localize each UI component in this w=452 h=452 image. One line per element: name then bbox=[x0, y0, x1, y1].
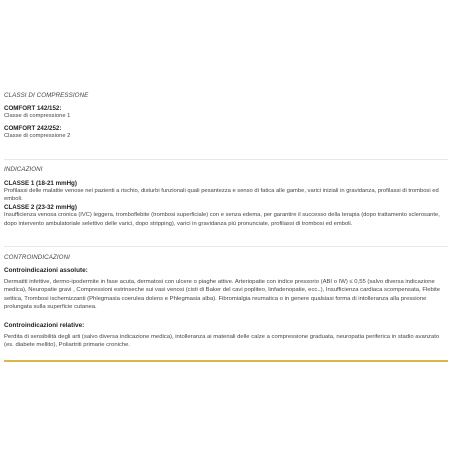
absolute-contraindications-title: Controindicazioni assolute: bbox=[4, 267, 88, 274]
class-item-name: COMFORT 142/152: bbox=[4, 105, 62, 112]
compression-classes-heading: CLASSI DI COMPRESSIONE bbox=[4, 92, 89, 99]
indications-section bbox=[4, 166, 448, 228]
divider bbox=[4, 159, 448, 160]
class-item-value: Classe di compressione 2 bbox=[4, 133, 71, 140]
class-item-value: Classe di compressione 1 bbox=[4, 113, 71, 119]
relative-contraindications-text: Perdita di sensibilità degli arti (salvo diversa indicazione medica), intolleranza ai materiali delle calze a compressione graduata, neuropatia periferica in stadio avanzato (es. diabete mellito), Poliartriti primarie croniche. bbox=[4, 333, 440, 349]
accent-rule bbox=[4, 360, 448, 362]
class-item-name: COMFORT 242/252: bbox=[4, 125, 62, 133]
indications-heading: INDICAZIONI bbox=[4, 166, 43, 173]
class2-text: Insufficienza venosa cronica (IVC) leggera, tromboflebite (trombosi superficiale) con e senza edema, per garantire il successo della terapia (dopo trattamento sclerosante, dopo intervento ambulatoriale selettivo delle varici, dopo stripping), varici in gravidanza più pronunciate, profilassi di trombosi ed emboli. bbox=[4, 212, 440, 227]
contraindications-heading: CONTROINDICAZIONI bbox=[4, 254, 70, 261]
divider bbox=[4, 246, 448, 247]
product-info-page bbox=[4, 0, 448, 452]
class2-title: CLASSE 2 (23-32 mmHg) bbox=[4, 204, 77, 212]
absolute-contraindications-text: Dermatiti infettive, dermo-ipodermite in fase acuta, dermatosi con ulcere o piaghe attive. Arteriopatie con indice pressorio (ABI o IW) ≤ 0,55 (salvo diversa indicazione medica), Neuropatie gravi , Compressioni estrinseche sui vasi venosi (cisti di Baker del cavi popliteo, linfadenopatie, ecc..), Insufficienza cardiaca scompensata, Flebite settica, Trombosi ischemizzanti (Phlegmasia coerulea dolens e Phlegmasia alba). Fibromialgia reumatica o in genere qualsiasi forma di intolleranza alla pressione prolungata sulla superficie cutanea. bbox=[4, 279, 441, 311]
compression-classes-section bbox=[4, 92, 448, 145]
class1-text: Profilassi delle malattie venose nei pazienti a rischio, disturbi funzionali quali pesantezza e senso di fatica alle gambe, varici iniziali in gravidanza, profilassi di trombosi ed emboli. bbox=[4, 188, 439, 203]
relative-contraindications-title: Controindicazioni relative: bbox=[4, 321, 85, 329]
contraindications-section bbox=[4, 254, 448, 349]
class1-title: CLASSE 1 (18-21 mmHg) bbox=[4, 180, 77, 187]
